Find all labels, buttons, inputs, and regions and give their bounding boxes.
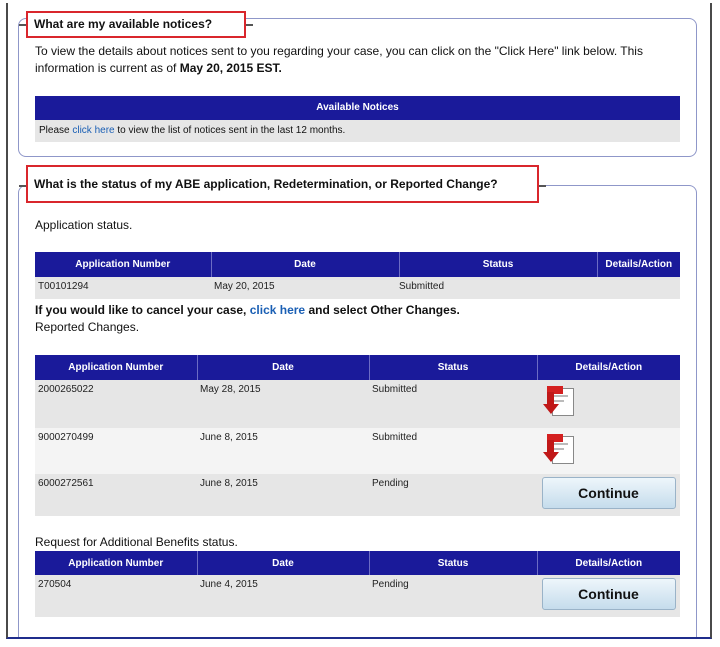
column-header-details-action: Details/Action: [537, 551, 680, 575]
cancel-click-here-link[interactable]: click here: [249, 303, 306, 317]
reported-changes-table: [35, 355, 680, 516]
application-status-table: [35, 252, 680, 299]
column-header-status: Status: [369, 355, 537, 380]
cancel-case-prefix: If you would like to cancel your case,: [35, 303, 250, 317]
table-header-row: [35, 551, 680, 575]
notices-current-date: May 20, 2015 EST.: [179, 61, 282, 75]
column-header-date: Date: [211, 252, 399, 277]
column-header-details-action: Details/Action: [537, 355, 680, 380]
notices-intro: [35, 43, 685, 77]
details-action-cell: [537, 474, 680, 516]
table-row: [35, 428, 680, 474]
status-cell: Pending: [369, 474, 537, 516]
column-header-date: Date: [197, 355, 369, 380]
available-notices-row: [35, 120, 680, 142]
status-cell: Submitted: [369, 428, 537, 474]
column-header-date: Date: [197, 551, 369, 575]
reported-changes-label: Reported Changes.: [35, 320, 140, 334]
date-cell: June 8, 2015: [197, 428, 369, 474]
application-number-cell: T00101294: [35, 277, 211, 299]
column-header-status: Status: [369, 551, 537, 575]
legend-dash: [19, 185, 26, 187]
details-action-cell: [597, 277, 680, 299]
notices-intro-text: To view the details about notices sent to you regarding your case, you can click on the "Click Here" link below. This information is current as of: [35, 44, 643, 75]
date-cell: May 28, 2015: [197, 380, 369, 428]
legend-dash: [19, 24, 26, 26]
application-number-cell: 6000272561: [35, 474, 197, 516]
available-notices-header: Available Notices: [35, 96, 680, 120]
table-header-row: [35, 252, 680, 277]
table-row: [35, 474, 680, 516]
pdf-download-icon[interactable]: [544, 386, 578, 419]
status-cell: Pending: [369, 575, 537, 617]
notices-row-suffix: to view the list of notices sent in the last 12 months.: [114, 125, 346, 136]
additional-benefits-label: Request for Additional Benefits status.: [35, 535, 238, 549]
details-action-cell: [537, 428, 680, 474]
details-action-cell: [537, 575, 680, 617]
status-cell: Submitted: [369, 380, 537, 428]
legend-dash: [246, 24, 253, 26]
date-cell: May 20, 2015: [211, 277, 399, 299]
date-cell: June 8, 2015: [197, 474, 369, 516]
notices-row-prefix: Please: [39, 125, 73, 136]
application-status-label: Application status.: [35, 218, 133, 232]
application-number-cell: 270504: [35, 575, 197, 617]
column-header-details-action: Details/Action: [597, 252, 680, 277]
table-row: [35, 575, 680, 617]
status-cell: Submitted: [399, 277, 597, 299]
cancel-case-text: [35, 302, 460, 319]
table-row: [35, 380, 680, 428]
application-number-cell: 9000270499: [35, 428, 197, 474]
notices-legend: What are my available notices?: [26, 11, 246, 38]
column-header-status: Status: [399, 252, 597, 277]
table-row: [35, 277, 680, 299]
continue-button[interactable]: Continue: [542, 477, 676, 509]
additional-benefits-table: [35, 551, 680, 617]
cancel-case-suffix: and select Other Changes.: [305, 303, 460, 317]
date-cell: June 4, 2015: [197, 575, 369, 617]
pdf-download-icon[interactable]: [544, 434, 578, 467]
column-header-application-number: Application Number: [35, 252, 211, 277]
status-legend: What is the status of my ABE application, Redetermination, or Reported Change?: [26, 165, 539, 203]
continue-button[interactable]: Continue: [542, 578, 676, 610]
column-header-application-number: Application Number: [35, 355, 197, 380]
table-header-row: [35, 355, 680, 380]
notices-click-here-link[interactable]: click here: [72, 125, 115, 136]
legend-dash: [539, 185, 546, 187]
details-action-cell: [537, 380, 680, 428]
column-header-application-number: Application Number: [35, 551, 197, 575]
application-number-cell: 2000265022: [35, 380, 197, 428]
